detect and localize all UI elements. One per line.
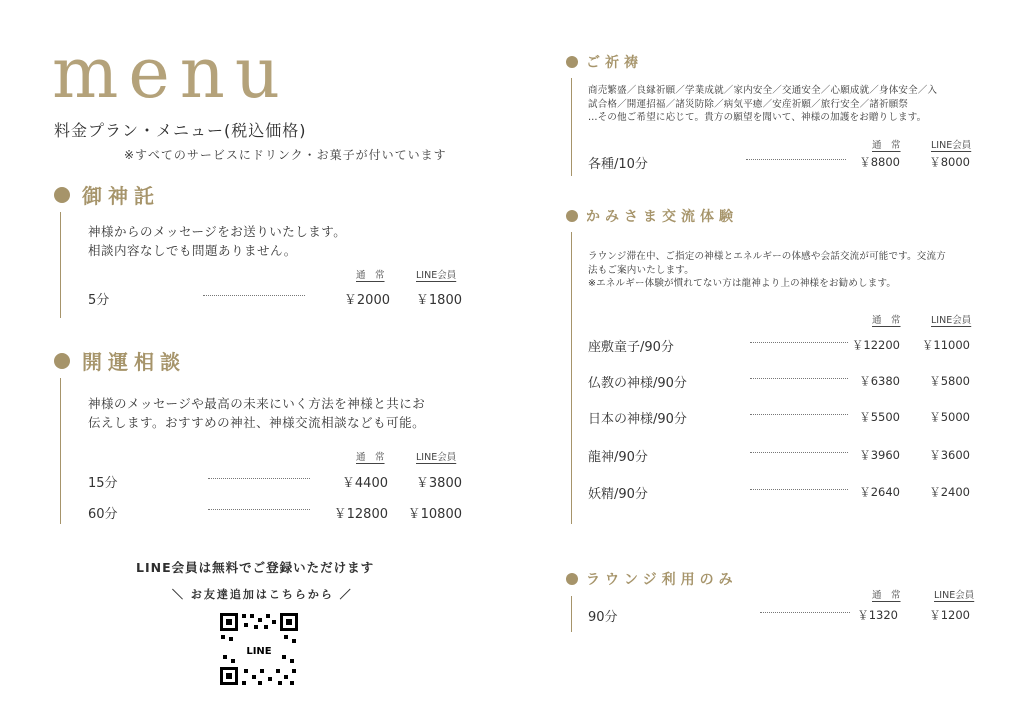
bullet-dot-icon	[54, 353, 70, 369]
service-note: ※すべてのサービスにドリンク・お菓子が付いています	[124, 148, 447, 162]
item-name: 座敷童子/90分	[588, 340, 674, 355]
section-divider	[571, 78, 572, 176]
qr-line-label: LINE	[246, 646, 272, 657]
price-line: ￥5800	[929, 374, 970, 388]
col-header-regular: 通 常	[872, 140, 901, 151]
price-row	[588, 408, 978, 427]
price-regular: ￥12200	[851, 338, 900, 352]
section-lounge-heading	[566, 569, 738, 589]
price-row	[588, 372, 978, 391]
add-friend-caption: ＼ お友達追加はこちらから ／	[172, 588, 353, 601]
col-header-line: LINE会員	[934, 590, 975, 601]
section-description: 神様からのメッセージをお送りいたします。 相談内容なしでも問題ありません。	[88, 224, 347, 258]
item-name: 各種/10分	[588, 157, 648, 172]
dotted-leader	[750, 452, 848, 453]
dotted-leader	[750, 489, 848, 490]
col-header-line: LINE会員	[931, 315, 972, 326]
section-kamisama-heading	[566, 206, 738, 226]
price-row	[588, 483, 978, 502]
col-header-regular: 通 常	[356, 270, 385, 281]
col-header-line: LINE会員	[416, 452, 457, 463]
dotted-leader	[750, 414, 848, 415]
price-row	[88, 289, 468, 307]
price-regular: ￥2640	[859, 485, 900, 499]
price-row	[588, 446, 978, 465]
line-qr-code-icon[interactable]	[218, 611, 300, 687]
col-header-regular: 通 常	[872, 315, 901, 326]
price-regular: ￥1320	[857, 608, 898, 622]
price-regular: ￥12800	[333, 507, 388, 522]
section-title: 開運相談	[82, 350, 186, 374]
price-row	[88, 503, 468, 521]
item-name: 妖精/90分	[588, 487, 648, 502]
price-regular: ￥8800	[859, 155, 900, 169]
price-row	[588, 336, 978, 355]
menu-logo: menu	[52, 32, 290, 114]
dotted-leader	[750, 378, 848, 379]
section-title: かみさま交流体験	[586, 209, 738, 225]
section-description: 神様のメッセージや最高の未来にいく方法を神様と共にお 伝えします。おすすめの神社、神様交流相談なども可能。	[88, 396, 426, 430]
section-title: 御神託	[82, 184, 160, 208]
dotted-leader	[760, 612, 850, 613]
bullet-dot-icon	[566, 56, 578, 68]
col-header-line: LINE会員	[416, 270, 457, 281]
price-line: ￥10800	[407, 507, 462, 522]
price-regular: ￥2000	[343, 293, 390, 308]
item-name: 5分	[88, 293, 110, 308]
section-description: ラウンジ滞在中、ご指定の神様とエネルギーの体感や会話交流が可能です。交流方 法もご案内いたします。 ※エネルギー体験が慣れてない方は龍神より上の神様をお勧めします。	[588, 251, 946, 289]
section-gokitou-heading	[566, 52, 643, 72]
page-subtitle: 料金プラン・メニュー(税込価格)	[54, 121, 307, 140]
section-title: ラウンジ利用のみ	[586, 572, 738, 588]
item-name: 15分	[88, 476, 118, 491]
section-title: ご祈祷	[586, 55, 643, 71]
section-divider	[60, 378, 61, 524]
price-line: ￥1200	[929, 608, 970, 622]
price-line: ￥5000	[929, 410, 970, 424]
price-line: ￥2400	[929, 485, 970, 499]
price-regular: ￥4400	[341, 476, 388, 491]
price-line: ￥3600	[929, 448, 970, 462]
bullet-dot-icon	[566, 573, 578, 585]
section-kaiun-heading	[54, 346, 186, 375]
price-line: ￥8000	[929, 155, 970, 169]
item-name: 90分	[588, 610, 618, 625]
price-line: ￥3800	[415, 476, 462, 491]
price-row	[88, 472, 468, 490]
item-name: 60分	[88, 507, 118, 522]
price-row	[588, 153, 978, 172]
section-description: 商売繁盛／良縁祈願／学業成就／家内安全／交通安全／心願成就／身体安全／入 試合格／開運招福／諸災防除／病気平癒／安産祈願／旅行安全／諸祈願祭 …その他ご希望に応じて。貴方の願望を聞いて、神様の加護をお贈りします。	[588, 85, 938, 123]
col-header-regular: 通 常	[356, 452, 385, 463]
dotted-leader	[203, 295, 305, 296]
bullet-dot-icon	[54, 187, 70, 203]
price-row	[588, 606, 978, 625]
item-name: 日本の神様/90分	[588, 412, 687, 427]
item-name: 龍神/90分	[588, 450, 648, 465]
dotted-leader	[208, 478, 310, 479]
col-header-regular: 通 常	[872, 590, 901, 601]
dotted-leader	[746, 159, 846, 160]
section-goshintaku-heading	[54, 180, 160, 209]
price-regular: ￥5500	[859, 410, 900, 424]
dotted-leader	[750, 342, 848, 343]
bullet-dot-icon	[566, 210, 578, 222]
section-divider	[571, 596, 572, 632]
section-divider	[60, 212, 61, 318]
price-regular: ￥3960	[859, 448, 900, 462]
price-line: ￥1800	[415, 293, 462, 308]
price-regular: ￥6380	[859, 374, 900, 388]
line-member-promo: LINE会員は無料でご登録いただけます	[136, 560, 375, 575]
item-name: 仏教の神様/90分	[588, 376, 687, 391]
dotted-leader	[208, 509, 310, 510]
price-line: ￥11000	[921, 338, 970, 352]
section-divider	[571, 232, 572, 524]
col-header-line: LINE会員	[931, 140, 972, 151]
